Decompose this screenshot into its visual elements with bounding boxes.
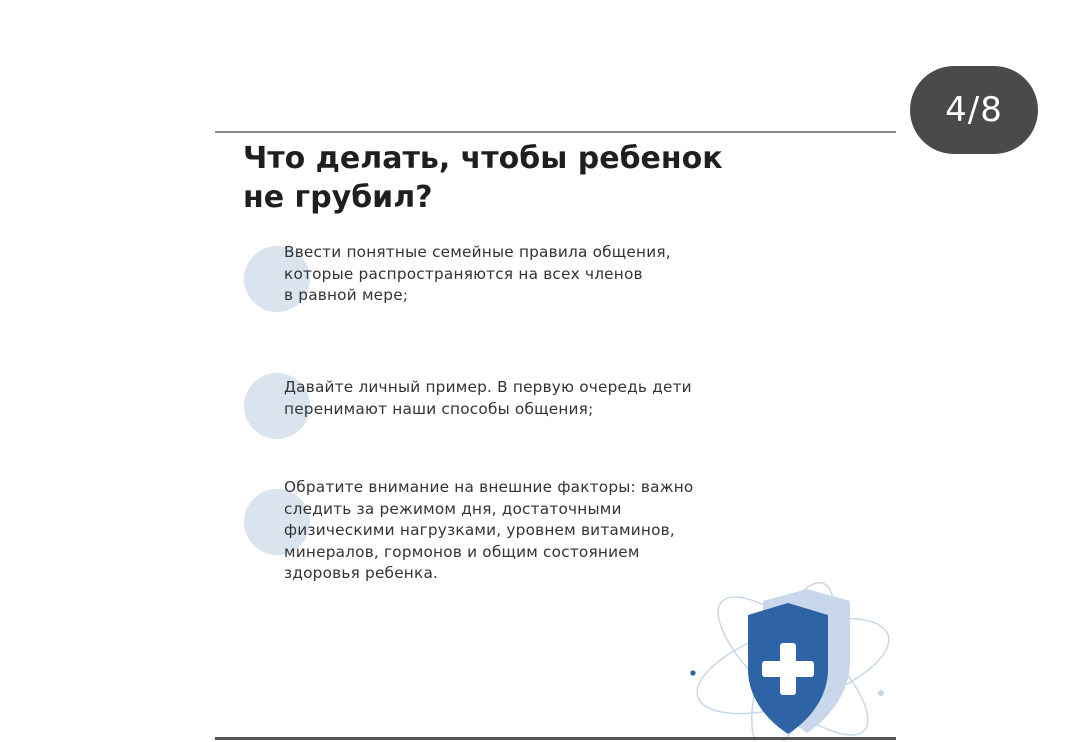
slide-image: [215, 131, 896, 742]
page-counter-badge: 4/8: [910, 66, 1038, 154]
bullet-text: Давайте личный пример. В первую очередь дети перенимают наши способы общения;: [284, 378, 692, 418]
shield-plus-icon: [685, 571, 896, 741]
slide-title: Что делать, чтобы ребенок не грубил?: [243, 141, 723, 215]
bottom-divider: [215, 737, 896, 740]
orbit-dot: [878, 690, 884, 696]
orbit-dot: [690, 670, 695, 675]
bullet-text: Ввести понятные семейные правила общения, которые распространяются на всех членов в равной мере;: [284, 243, 671, 304]
bullet-text: Обратите внимание на внешние факторы: важно следить за режимом дня, достаточными физическими нагрузками, уровнем витаминов, минералов, гормонов и общим состоянием здоровья ребенка.: [284, 478, 694, 582]
top-divider: [215, 131, 896, 133]
